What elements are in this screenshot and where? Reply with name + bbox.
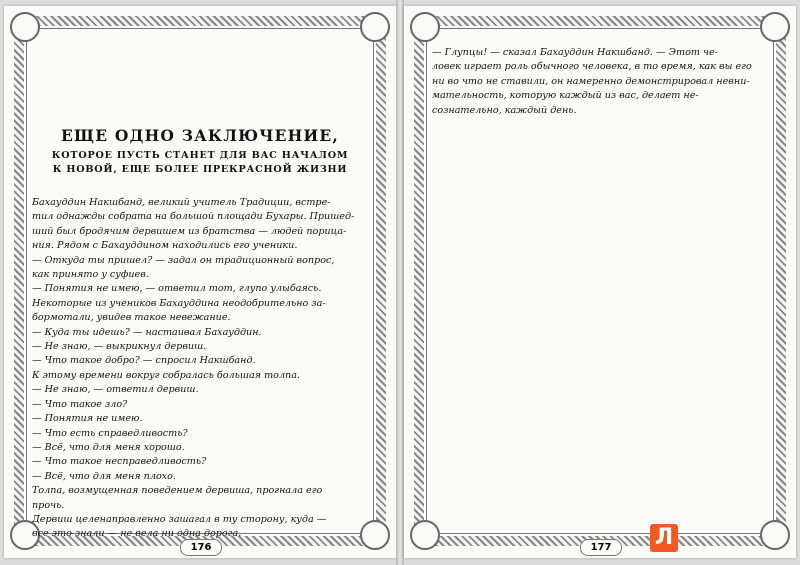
text-line: — Откуда ты пришел? — задал он традиционный вопрос, xyxy=(32,254,335,266)
corner-ornament xyxy=(410,520,440,550)
chapter-subtitle-line: КОТОРОЕ ПУСТЬ СТАНЕТ ДЛЯ ВАС НАЧАЛОМ xyxy=(51,150,349,161)
text-line: Толпа, возмущенная поведением дервиша, прогнала его xyxy=(32,485,323,497)
text-line: ния. Рядом с Бахауддином находились его ученики. xyxy=(32,240,298,252)
text-line: Некоторые из учеников Бахауддина неодобрительно за- xyxy=(32,297,326,309)
text-line: — Понятия не имею, — ответил тот, глупо улыбаясь. xyxy=(32,283,322,295)
text-line: — Не знаю, — ответил дервиш. xyxy=(32,384,199,396)
text-line: — Глупцы! — сказал Бахауддин Накшбанд. — Этот че- xyxy=(432,47,718,58)
left-page-text xyxy=(32,196,370,542)
page-number: 177 xyxy=(580,539,622,556)
text-line: Бахауддин Накшбанд, великий учитель Традиции, встре- xyxy=(32,197,331,208)
text-line: прочь. xyxy=(32,499,65,511)
right-page-text xyxy=(432,46,770,118)
text-line: — Что такое несправедливость? xyxy=(32,456,207,468)
corner-ornament xyxy=(360,12,390,42)
text-line: мательность, которую каждый из вас, делает не- xyxy=(432,90,699,102)
publisher-logo-badge: Л xyxy=(650,524,678,552)
text-line: — Куда ты идешь? — настаивал Бахауддин. xyxy=(32,326,262,338)
corner-ornament xyxy=(760,12,790,42)
text-line: — Что есть справедливость? xyxy=(32,427,188,439)
text-line: — Что такое добро? — спросил Накшбанд. xyxy=(32,355,256,367)
chapter-title-main: ЕЩЕ ОДНО ЗАКЛЮЧЕНИЕ, xyxy=(61,126,339,145)
chapter-title xyxy=(4,126,396,177)
text-line: — Что такое зло? xyxy=(32,398,128,410)
text-line: все это знали — не вела ни одна дорога. xyxy=(32,528,242,540)
right-page xyxy=(404,6,796,558)
text-line: ни во что не ставили, он намеренно демонстрировал невни- xyxy=(432,75,750,87)
text-line: как принято у суфиев. xyxy=(32,269,149,281)
left-page xyxy=(4,6,396,558)
book-spine xyxy=(396,0,404,565)
text-line: — Понятия не имею. xyxy=(32,413,143,425)
text-line: бормотали, увидев такое невежание. xyxy=(32,312,231,324)
corner-ornament xyxy=(410,12,440,42)
page-number: 176 xyxy=(180,539,222,556)
text-line: — Не знаю, — выкрикнул дервиш. xyxy=(32,341,207,353)
chapter-subtitle-line: К НОВОЙ, ЕЩЕ БОЛЕЕ ПРЕКРАСНОЙ ЖИЗНИ xyxy=(52,164,348,175)
corner-ornament xyxy=(760,520,790,550)
chapter-subtitle xyxy=(4,149,396,177)
text-line: К этому времени вокруг собралась большая толпа. xyxy=(32,369,301,381)
text-line: — Всё, что для меня хорошо. xyxy=(32,441,185,453)
text-line: сознательно, каждый день. xyxy=(432,104,577,116)
text-line: ловек играет роль обычного человека, в то время, как вы его xyxy=(432,61,752,73)
text-line: тил однажды собрата на большой площади Бухары. Пришед- xyxy=(32,211,355,223)
text-line: Дервиш целенаправленно зашагал в ту сторону, куда — xyxy=(32,513,327,525)
text-line: — Всё, что для меня плохо. xyxy=(32,470,176,482)
text-line: ший был бродячим дервишем из братства — людей порица- xyxy=(32,225,347,237)
corner-ornament xyxy=(10,12,40,42)
